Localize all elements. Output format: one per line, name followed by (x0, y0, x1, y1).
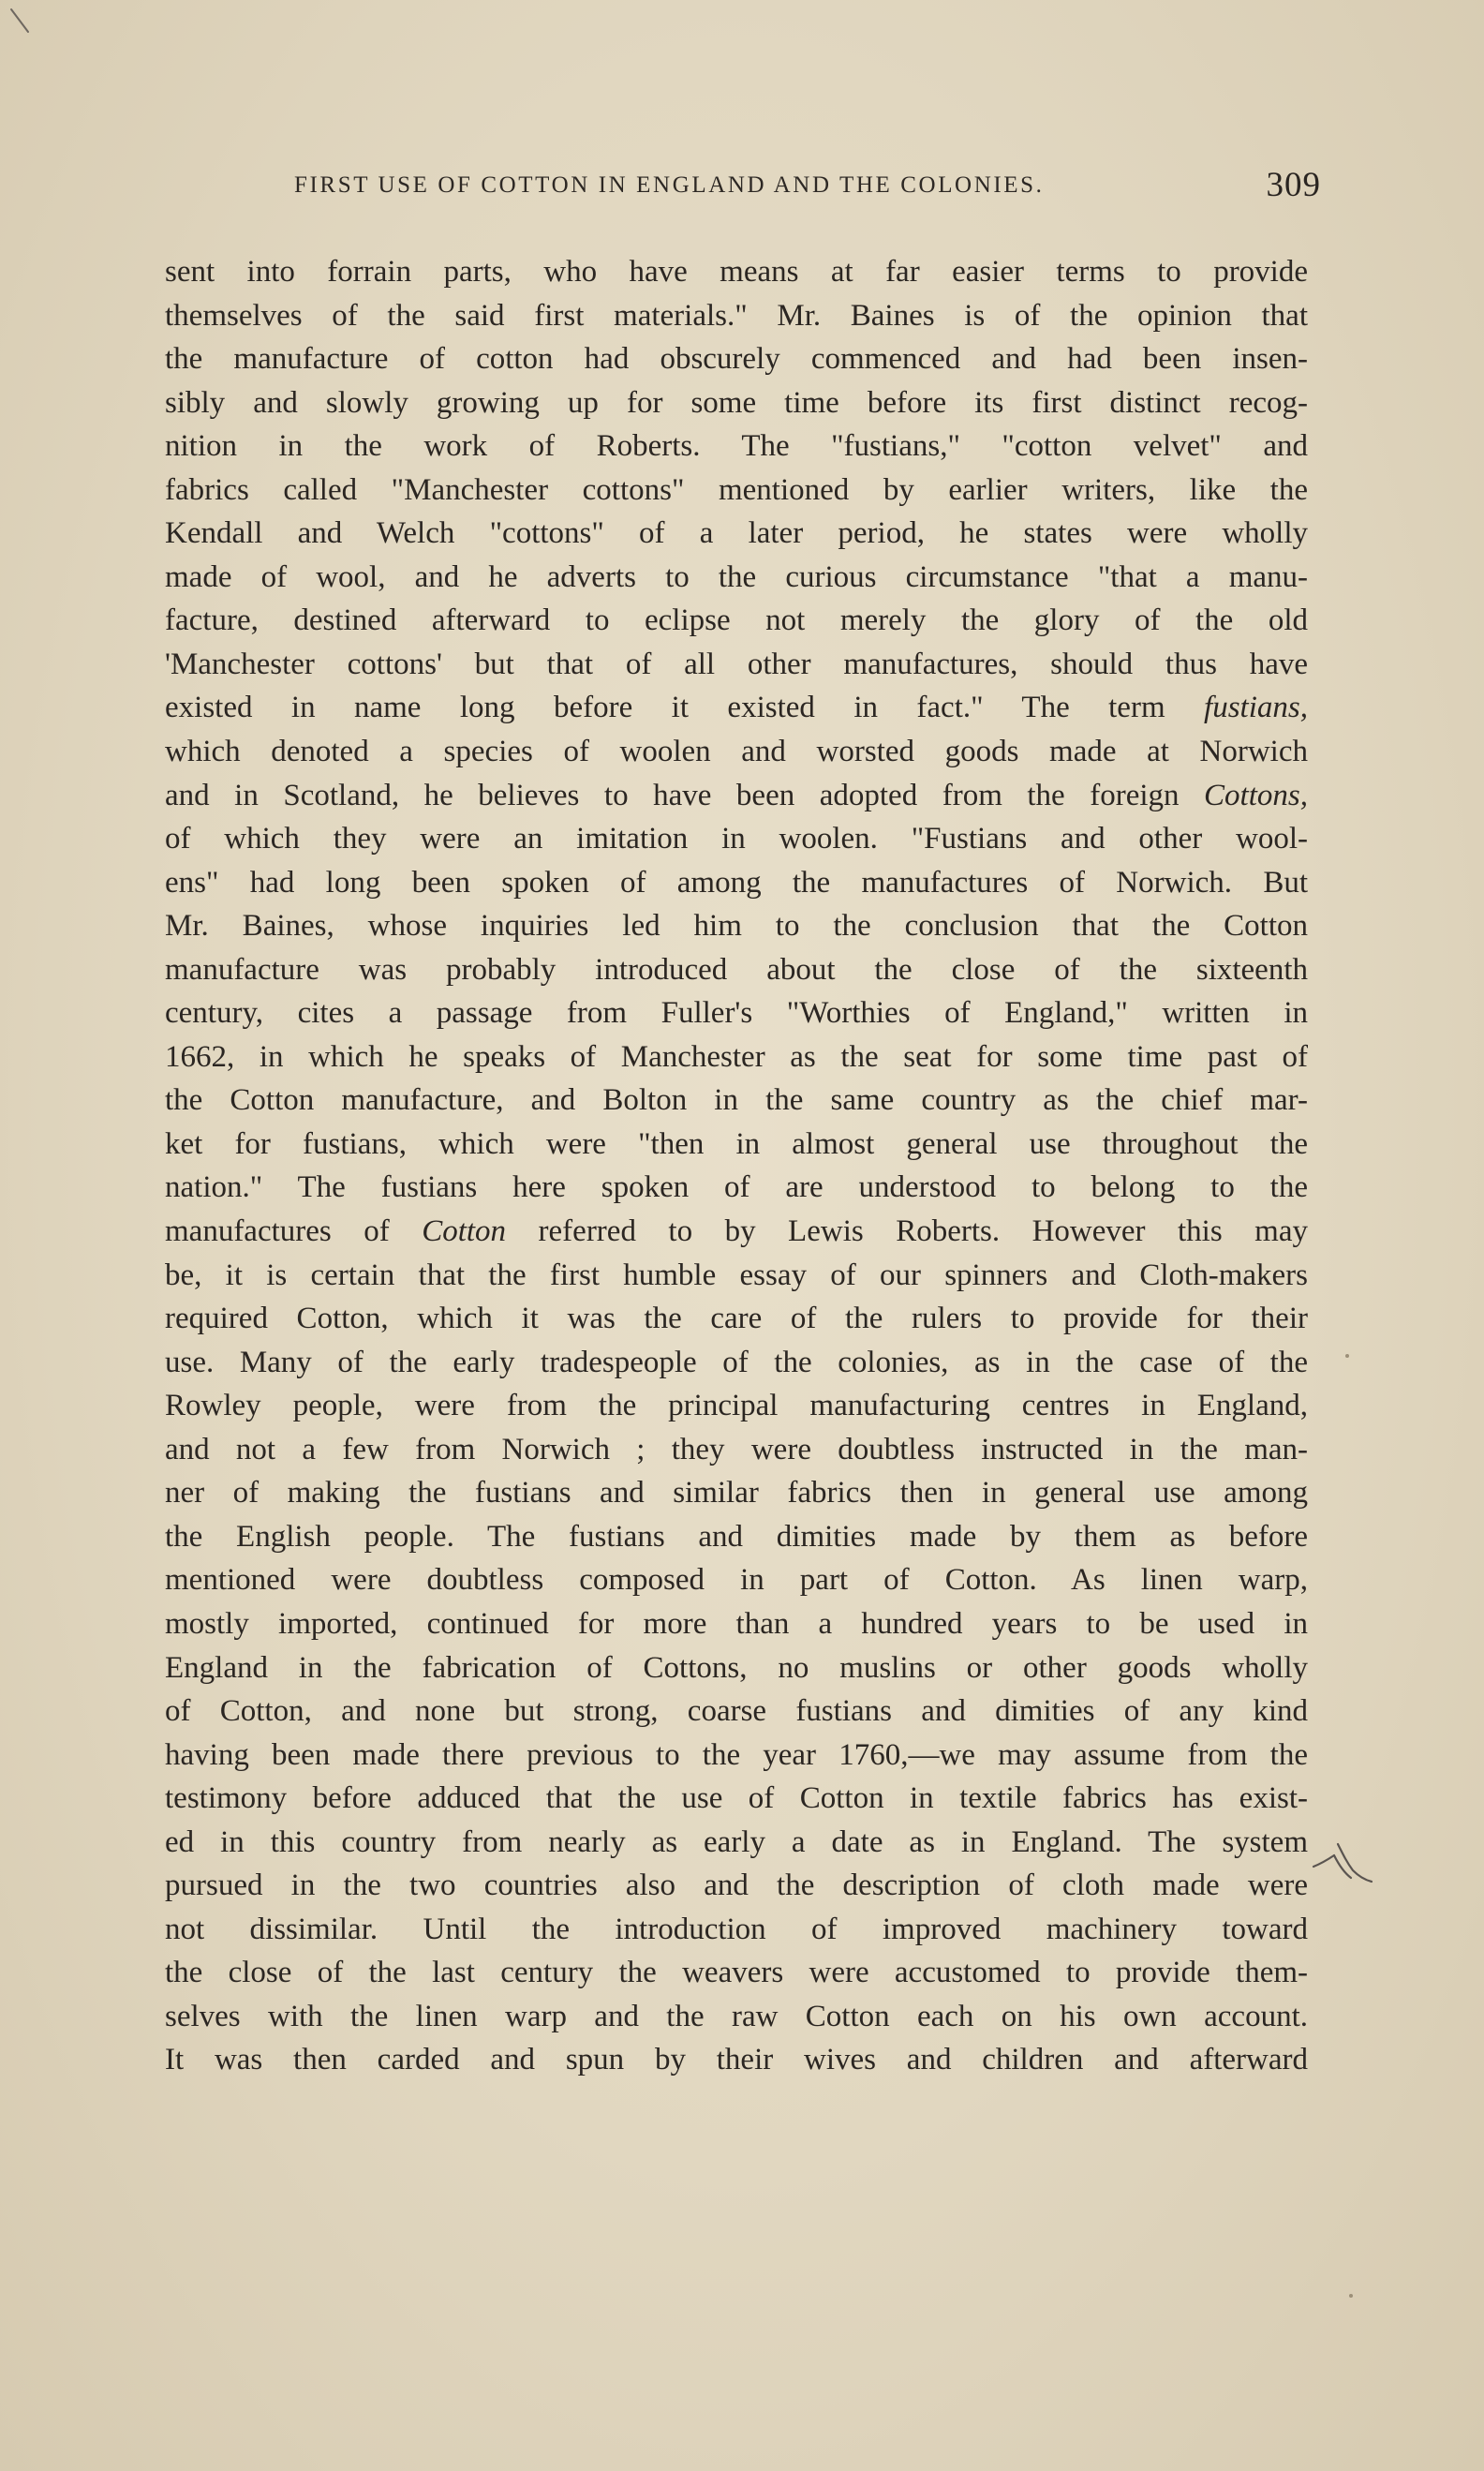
text-line: of Cotton, and none but strong, coarse fustians and dimities of any kind (165, 1694, 1308, 1729)
text-line: ner of making the fustians and similar fabrics then in general use among (165, 1476, 1308, 1511)
body-text (165, 250, 1308, 2082)
text-line: mostly imported, continued for more than a hundred years to be used in (165, 1606, 1308, 1641)
margin-pencil-mark (1310, 1835, 1375, 1891)
text-line: It was then carded and spun by their wives and children and afterward (165, 2043, 1308, 2077)
text-line: testimony before adduced that the use of Cotton in textile fabrics has exist- (165, 1781, 1308, 1816)
text-line: ed in this country from nearly as early a date as in England. The system (165, 1824, 1308, 1859)
text-line: selves with the linen warp and the raw Cotton each on his own account. (165, 1999, 1308, 2033)
text-line: which denoted a species of woolen and worsted goods made at Norwich (165, 735, 1308, 769)
text-line: manufacture was probably introduced about the close of the sixteenth (165, 952, 1308, 987)
text-line: Kendall and Welch "cottons" of a later period, he states were wholly (165, 516, 1308, 551)
text-line: nition in the work of Roberts. The "fustians," "cotton velvet" and (165, 429, 1308, 464)
text-line: facture, destined afterward to eclipse not merely the glory of the old (165, 603, 1308, 638)
text-line: having been made there previous to the year 1760,—we may assume from the (165, 1737, 1308, 1772)
text-line: England in the fabrication of Cottons, no muslins or other goods wholly (165, 1650, 1308, 1685)
text-line: the close of the last century the weavers were accustomed to provide them- (165, 1956, 1308, 1990)
paper-speck (1349, 2294, 1353, 2298)
text-line: existed in name long before it existed in fact." The term fustians, (165, 691, 1308, 725)
text-line: and in Scotland, he believes to have been adopted from the foreign Cottons, (165, 778, 1308, 812)
text-line: pursued in the two countries also and the description of cloth made were (165, 1868, 1308, 1903)
text-line: sibly and slowly growing up for some time before its first distinct recog- (165, 385, 1308, 420)
text-line: nation." The fustians here spoken of are understood to belong to the (165, 1170, 1308, 1205)
text-line: and not a few from Norwich ; they were doubtless instructed in the man- (165, 1432, 1308, 1466)
text-line: century, cites a passage from Fuller's "Worthies of England," written in (165, 996, 1308, 1031)
text-line: 1662, in which he speaks of Manchester as the seat for some time past of (165, 1039, 1308, 1074)
text-line: ket for fustians, which were "then in almost general use throughout the (165, 1126, 1308, 1161)
text-line: required Cotton, which it was the care of the rulers to provide for their (165, 1302, 1308, 1336)
corner-pencil-mark (7, 4, 45, 41)
text-line: fabrics called "Manchester cottons" mentioned by earlier writers, like the (165, 472, 1308, 507)
paper-speck (1345, 1354, 1349, 1358)
text-line: Rowley people, were from the principal manufacturing centres in England, (165, 1389, 1308, 1423)
text-line: made of wool, and he adverts to the curious circumstance "that a manu- (165, 559, 1308, 594)
text-line: ens" had long been spoken of among the manufactures of Norwich. But (165, 865, 1308, 900)
text-line: sent into forrain parts, who have means at far easier terms to provide (165, 255, 1308, 289)
running-header (178, 165, 1321, 212)
text-line: of which they were an imitation in woolen. "Fustians and other wool- (165, 822, 1308, 856)
text-line: be, it is certain that the first humble essay of our spinners and Cloth-makers (165, 1258, 1308, 1292)
text-line: 'Manchester cottons' but that of all other manufactures, should thus have (165, 647, 1308, 681)
running-title: FIRST USE OF COTTON IN ENGLAND AND THE COLONIES. (294, 172, 1045, 198)
text-line: themselves of the said first materials." Mr. Baines is of the opinion that (165, 298, 1308, 333)
page-number: 309 (1266, 166, 1321, 204)
text-line: the English people. The fustians and dimities made by them as before (165, 1519, 1308, 1554)
text-line: manufactures of Cotton referred to by Lewis Roberts. However this may (165, 1214, 1308, 1249)
text-line: the Cotton manufacture, and Bolton in the same country as the chief mar- (165, 1083, 1308, 1118)
text-line: the manufacture of cotton had obscurely commenced and had been insen- (165, 342, 1308, 377)
text-line: not dissimilar. Until the introduction of improved machinery toward (165, 1912, 1308, 1946)
text-line: Mr. Baines, whose inquiries led him to the conclusion that the Cotton (165, 909, 1308, 944)
text-line: use. Many of the early tradespeople of the colonies, as in the case of the (165, 1345, 1308, 1379)
text-line: mentioned were doubtless composed in part of Cotton. As linen warp, (165, 1563, 1308, 1598)
